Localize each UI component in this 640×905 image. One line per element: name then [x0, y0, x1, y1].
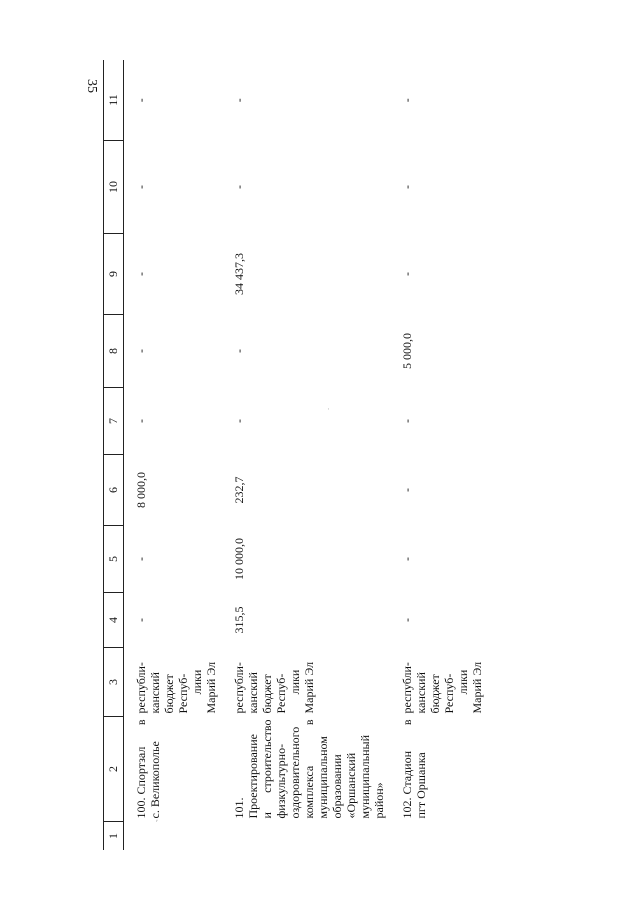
column-number: 10: [104, 141, 124, 234]
value-cell: -: [134, 419, 148, 423]
value-cell: -: [400, 557, 414, 561]
scan-speck: ·: [327, 404, 330, 414]
value-cell: -: [134, 98, 148, 103]
funding-source-cell: республи- канский бюджет Респуб- лики Марий Эл: [400, 661, 484, 714]
funding-source-cell: республи- канский бюджет Респуб- лики Марий Эл: [232, 661, 316, 714]
column-number: 8: [104, 315, 124, 388]
column-number: 2: [104, 717, 124, 822]
value-cell: -: [232, 185, 246, 189]
value-cell: -: [232, 349, 246, 353]
budget-table: [103, 60, 488, 850]
value-cell: -: [232, 419, 246, 423]
column-number: 11: [104, 60, 124, 141]
column-number: 6: [104, 455, 124, 526]
column-number: 4: [104, 593, 124, 648]
object-name-cell: 102. Стадион в пгт Оршанка: [400, 719, 428, 819]
value-cell: -: [400, 185, 414, 189]
value-cell: 5 000,0: [400, 333, 414, 369]
value-cell: -: [134, 557, 148, 561]
column-number-row: [104, 60, 124, 850]
table-row: [222, 60, 390, 850]
value-cell: 10 000,0: [232, 538, 246, 580]
value-cell: 34 437,3: [232, 253, 246, 295]
value-cell: -: [400, 488, 414, 492]
column-number: 9: [104, 234, 124, 315]
value-cell: 232,7: [232, 476, 246, 504]
column-number: 7: [104, 388, 124, 455]
value-cell: -: [134, 349, 148, 353]
column-number: 1: [104, 822, 124, 851]
object-name-cell: 101. Проектирование и строительство физкультурно- оздоровительного комплекса в муниципальном образовании «Оршанский муниципальный район»: [232, 719, 386, 819]
table-row: [390, 60, 488, 850]
column-number: 3: [104, 648, 124, 717]
column-number: 5: [104, 526, 124, 593]
scan-speck: ʹ: [156, 818, 158, 828]
table-row: [124, 60, 223, 850]
value-cell: -: [134, 272, 148, 276]
value-cell: -: [400, 419, 414, 423]
rotated-table-container: [103, 70, 523, 850]
value-cell: -: [134, 618, 148, 622]
value-cell: -: [400, 618, 414, 622]
page-number: 35: [84, 79, 99, 93]
funding-source-cell: республи- канский бюджет Респуб- лики Марий Эл: [134, 661, 218, 714]
value-cell: 315,5: [232, 606, 246, 634]
value-cell: -: [134, 185, 148, 189]
object-name-cell: 100. Спортзал в с. Великополье: [134, 719, 162, 819]
value-cell: 8 000,0: [134, 472, 148, 508]
value-cell: -: [400, 98, 414, 103]
value-cell: -: [400, 272, 414, 276]
value-cell: -: [232, 98, 246, 103]
